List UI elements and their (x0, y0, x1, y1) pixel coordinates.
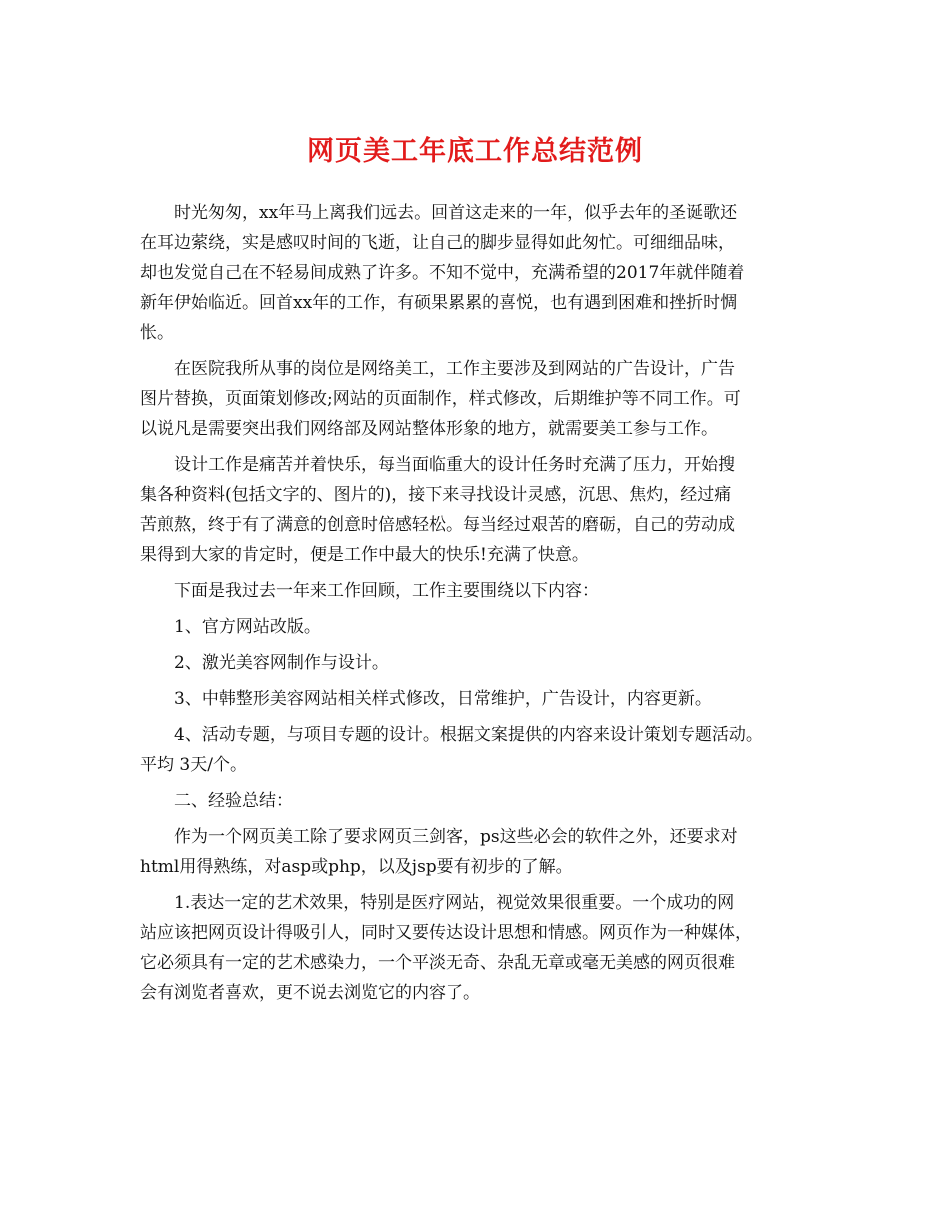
paragraph (140, 354, 810, 444)
paragraph (140, 198, 810, 348)
text-line: 2、激光美容网制作与设计。 (140, 653, 389, 673)
text-line: 二、经验总结： (140, 791, 293, 811)
text-line: html用得熟练，对asp或php，以及jsp要有初步的了解。 (140, 857, 573, 877)
text-line: 果得到大家的肯定时，便是工作中最大的快乐!充满了快意。 (140, 545, 589, 565)
paragraph (140, 720, 810, 780)
paragraph (140, 450, 810, 570)
text-line: 平均 3天/个。 (140, 755, 247, 775)
paragraph (140, 888, 810, 1008)
document-body (140, 198, 810, 1008)
text-line: 时光匆匆，xx年马上离我们远去。回首这走来的一年，似乎去年的圣诞歌还 (140, 203, 738, 223)
text-line: 1.表达一定的艺术效果，特别是医疗网站，视觉效果很重要。一个成功的网 (140, 893, 735, 913)
text-line: 1、官方网站改版。 (140, 617, 321, 637)
text-line: 怅。 (140, 323, 174, 343)
text-line: 会有浏览者喜欢，更不说去浏览它的内容了。 (140, 983, 480, 1003)
text-line: 3、中韩整形美容网站相关样式修改，日常维护，广告设计，内容更新。 (140, 689, 712, 709)
paragraph (140, 576, 810, 606)
document-title: 网页美工年底工作总结范例 (307, 136, 643, 167)
text-line: 站应该把网页设计得吸引人，同时又要传达设计思想和情感。网页作为一种媒体， (140, 923, 752, 943)
text-line: 图片替换，页面策划修改;网站的页面制作，样式修改，后期维护等不同工作。可 (140, 389, 741, 409)
text-line: 下面是我过去一年来工作回顾，工作主要围绕以下内容： (140, 581, 599, 601)
text-line: 在耳边萦绕，实是感叹时间的飞逝，让自己的脚步显得如此匆忙。可细细品味， (140, 233, 735, 253)
text-line: 在医院我所从事的岗位是网络美工，工作主要涉及到网站的广告设计，广告 (140, 359, 735, 379)
text-line: 它必须具有一定的艺术感染力，一个平淡无奇、杂乱无章或毫无美感的网页很难 (140, 953, 735, 973)
paragraph (140, 612, 810, 642)
text-line: 苦煎熬，终于有了满意的创意时倍感轻松。每当经过艰苦的磨砺，自己的劳动成 (140, 515, 735, 535)
text-line: 4、活动专题，与项目专题的设计。根据文案提供的内容来设计策划专题活动。 (140, 725, 763, 745)
text-line: 以说凡是需要突出我们网络部及网站整体形象的地方，就需要美工参与工作。 (140, 419, 718, 439)
text-line: 集各种资料(包括文字的、图片的)，接下来寻找设计灵感，沉思、焦灼，经过痛 (140, 485, 732, 505)
text-line: 作为一个网页美工除了要求网页三剑客，ps这些必会的软件之外，还要求对 (140, 827, 738, 847)
text-line: 设计工作是痛苦并着快乐，每当面临重大的设计任务时充满了压力，开始搜 (140, 455, 735, 475)
text-line: 却也发觉自己在不轻易间成熟了许多。不知不觉中，充满希望的2017年就伴随着 (140, 263, 745, 283)
paragraph (140, 684, 810, 714)
paragraph (140, 648, 810, 678)
text-line: 新年伊始临近。回首xx年的工作，有硕果累累的喜悦，也有遇到困难和挫折时惆 (140, 293, 738, 313)
paragraph (140, 786, 810, 816)
paragraph (140, 822, 810, 882)
